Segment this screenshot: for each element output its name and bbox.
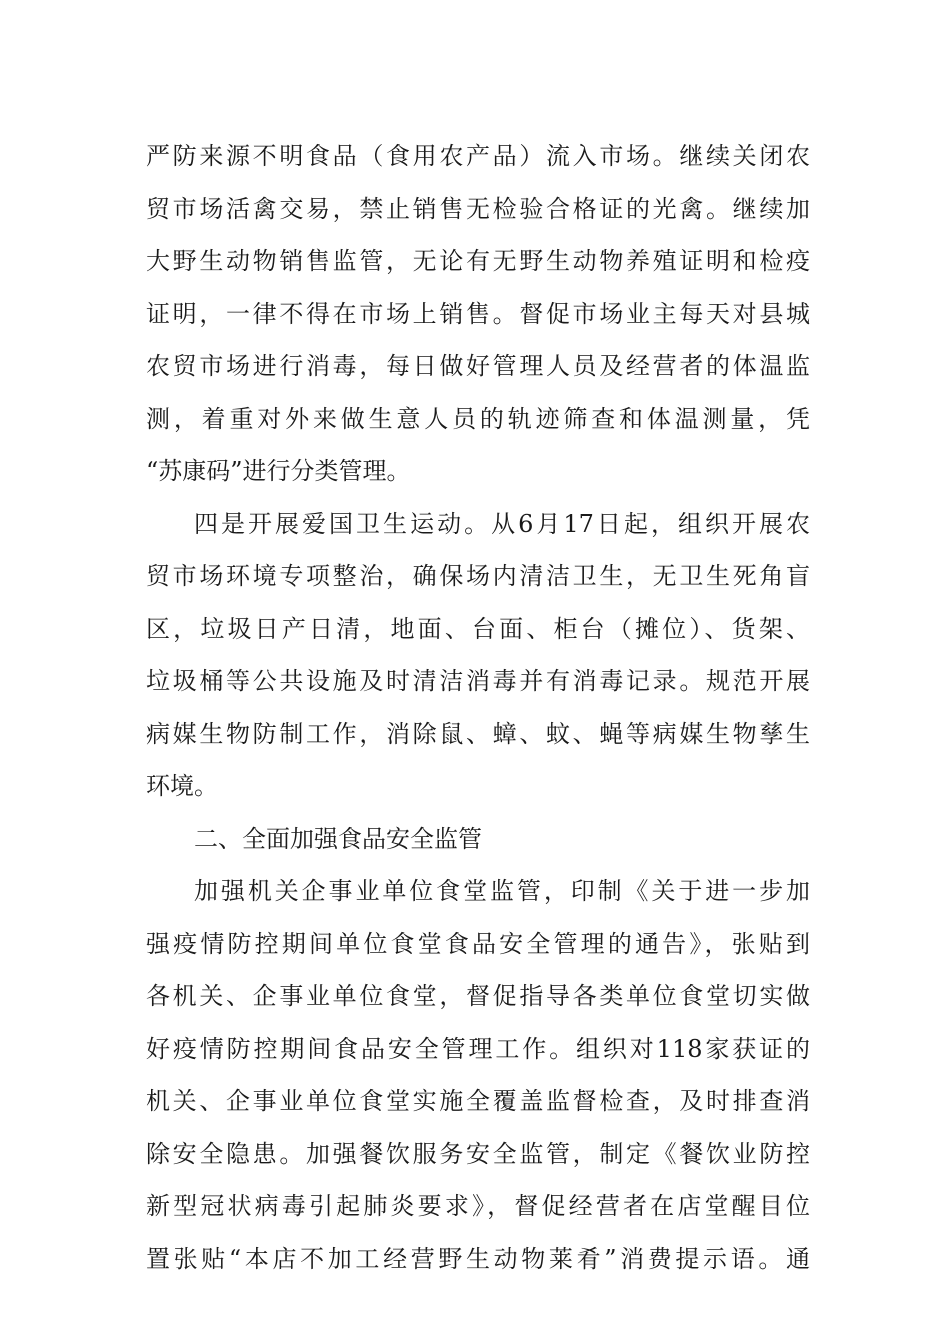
paragraph-market-control <box>146 130 810 498</box>
text-line: 证明，一律不得在市场上销售。督促市场业主每天对县城 <box>146 299 810 328</box>
text-line: 置张贴“本店不加工经营野生动物莱肴”消费提示语。通 <box>146 1244 810 1273</box>
text-line: 好疫情防控期间食品安全管理工作。组织对118家获证的 <box>146 1034 810 1063</box>
text-line: 区，垃圾日产日清，地面、台面、柜台（摊位）、货架、 <box>146 614 810 643</box>
text-line: 农贸市场进行消毒，每日做好管理人员及经营者的体温监 <box>146 352 810 380</box>
text-line: “苏康码”进行分类管理。 <box>146 457 411 485</box>
text-line: 加强机关企事业单位食堂监管，印制《关于进一步加 <box>194 877 810 905</box>
text-line: 强疫情防控期间单位食堂食品安全管理的通告》，张贴到 <box>146 929 810 958</box>
text-line: 垃圾桶等公共设施及时清洁消毒并有消毒记录。规范开展 <box>146 667 810 695</box>
text-line: 测，着重对外来做生意人员的轨迹筛查和体温测量，凭 <box>146 404 810 433</box>
text-line: 大野生动物销售监管，无论有无野生动物养殖证明和检疫 <box>146 247 810 275</box>
paragraph-canteen-supervision <box>146 865 810 1285</box>
text-line: 贸市场活禽交易，禁止销售无检验合格证的光禽。继续加 <box>146 194 810 223</box>
text-line: 新型冠状病毒引起肺炎要求》，督促经营者在店堂醒目位 <box>146 1192 810 1220</box>
text-line: 四是开展爱国卫生运动。从6月17日起，组织开展农 <box>194 509 810 538</box>
text-line: 病媒生物防制工作，消除鼠、蟑、蚊、蝇等病媒生物孳生 <box>146 719 810 748</box>
text-line: 除安全隐患。加强餐饮服务安全监管，制定《餐饮业防控 <box>146 1139 810 1168</box>
section-heading-text: 二、全面加强食品安全监管 <box>194 824 482 853</box>
text-line: 贸市场环境专项整治，确保场内清洁卫生，无卫生死角盲 <box>146 562 810 590</box>
document-body <box>146 130 810 1285</box>
paragraph-hygiene-campaign <box>146 498 810 813</box>
text-line: 机关、企事业单位食堂实施全覆盖监督检查，及时排查消 <box>146 1087 810 1115</box>
section-heading <box>146 813 810 866</box>
text-line: 严防来源不明食品（食用农产品）流入市场。继续关闭农 <box>146 142 810 170</box>
text-line: 各机关、企事业单位食堂，督促指导各类单位食堂切实做 <box>146 982 810 1010</box>
text-line: 环境。 <box>146 772 218 800</box>
